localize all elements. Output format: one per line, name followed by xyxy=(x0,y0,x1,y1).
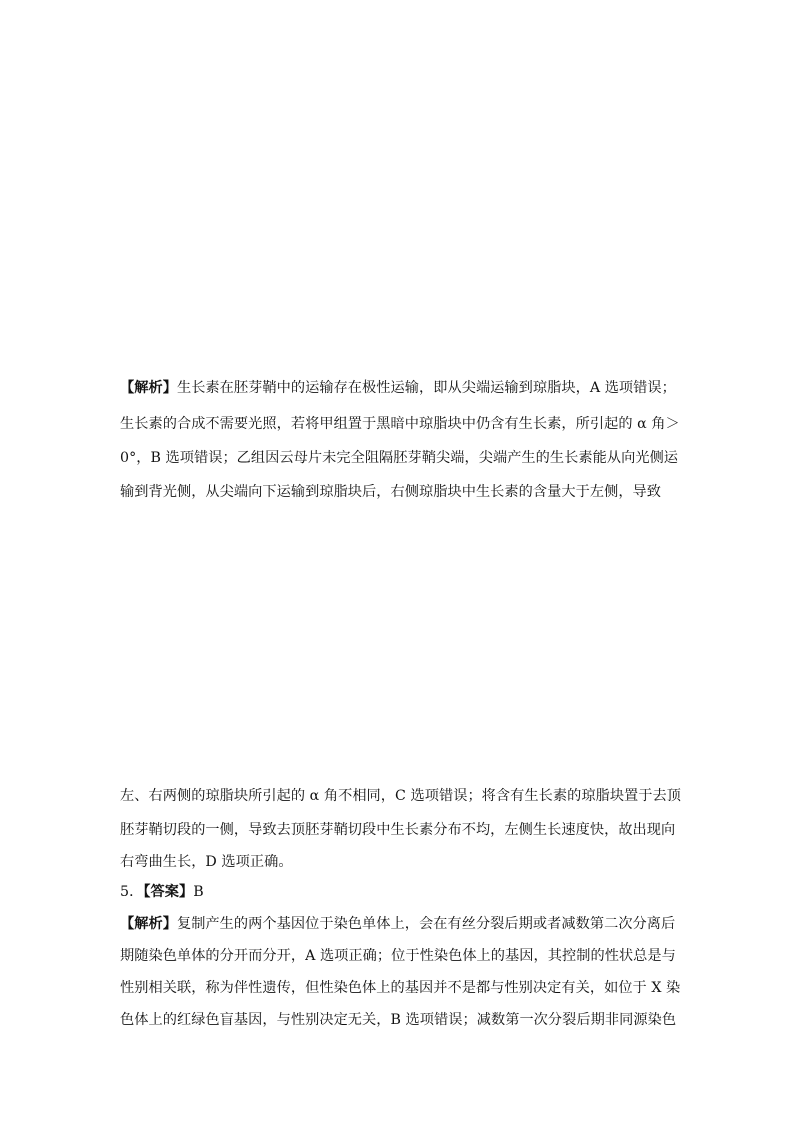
analysis-line-3: 0°，B 选项错误；乙组因云母片未完全阻隔胚芽鞘尖端，尖端产生的生长素能从向光侧运 xyxy=(120,450,679,466)
question-5-answer xyxy=(120,882,680,902)
analysis-line-4: 输到背光侧，从尖端向下运输到琼脂块后，右侧琼脂块中生长素的含量大于左侧，导致 xyxy=(120,484,662,500)
analysis-line-5: 左、右两侧的琼脂块所引起的 α 角不相同，C 选项错误；将含有生长素的琼脂块置于去顶 xyxy=(120,788,682,804)
analysis-line-9: 期随染色单体的分开而分开，A 选项正确；位于性染色体上的基因，其控制的性状总是与 xyxy=(120,948,676,964)
analysis-line-11: 色体上的红绿色盲基因，与性别决定无关，B 选项错误；减数第一次分裂后期非同源染色 xyxy=(120,1012,677,1028)
analysis-text: 复制产生的两个基因位于染色单体上，会在有丝分裂后期或者减数第二次分离后 xyxy=(176,916,676,932)
analysis-line-2: 生长素的合成不需要光照，若将甲组置于黑暗中琼脂块中仍含有生长素，所引起的 α 角＞ xyxy=(120,416,680,432)
analysis-line-8 xyxy=(120,914,680,934)
question-number: 5． xyxy=(120,884,144,900)
answer-label: 【答案】 xyxy=(143,884,194,900)
analysis-line-1 xyxy=(120,378,680,398)
analysis-line-10: 性别相关联，称为伴性遗传，但性染色体上的基因并不是都与性别决定有关，如位于 X 染 xyxy=(120,980,681,996)
analysis-text: 生长素在胚芽鞘中的运输存在极性运输，即从尖端运输到琼脂块，A 选项错误； xyxy=(176,380,676,396)
analysis-line-6: 胚芽鞘切段的一侧，导致去顶胚芽鞘切段中生长素分布不均，左侧生长速度快，故出现向 xyxy=(120,822,676,838)
answer-value: B xyxy=(193,884,204,900)
analysis-label: 【解析】 xyxy=(120,380,177,396)
analysis-label: 【解析】 xyxy=(120,916,177,932)
analysis-line-7: 右弯曲生长，D 选项正确。 xyxy=(120,854,293,870)
